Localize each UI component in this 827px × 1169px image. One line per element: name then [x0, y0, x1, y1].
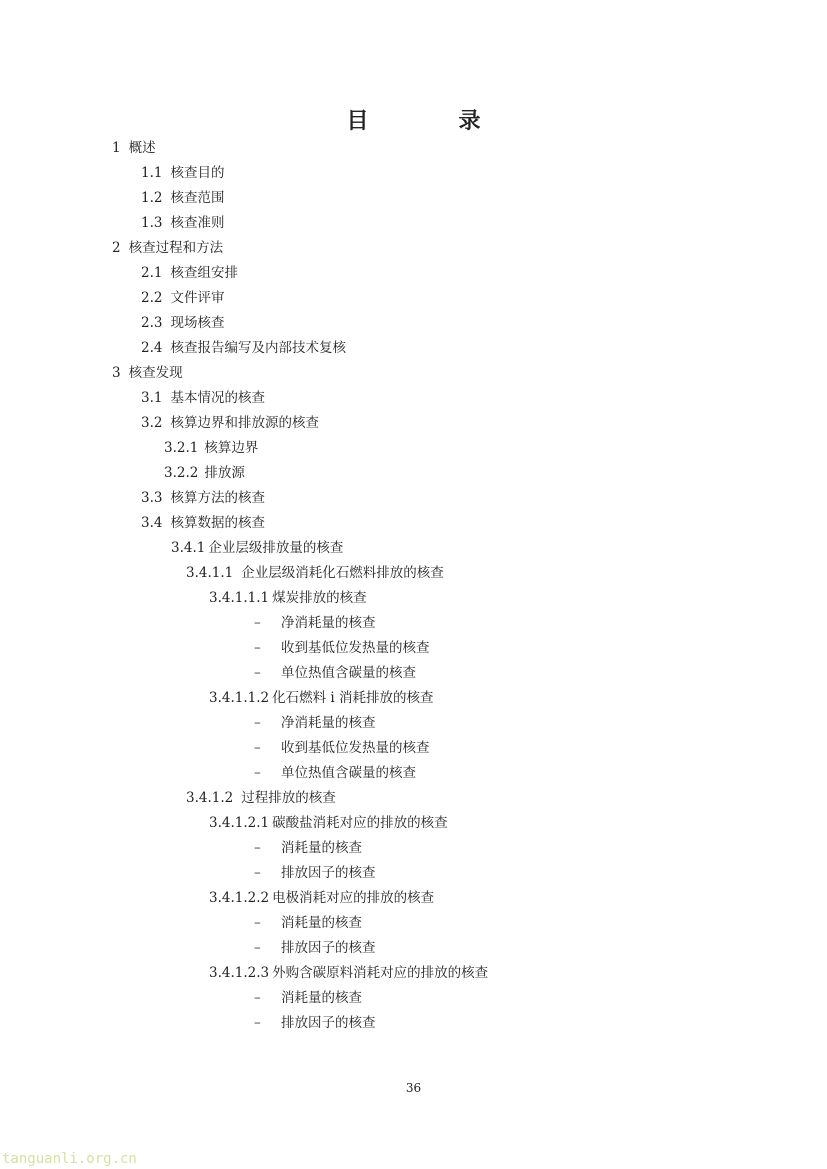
toc-entry-title: 消耗量的核查	[281, 915, 362, 931]
toc-entry-title: 核查准则	[170, 215, 225, 231]
toc-entry-number: 1.2	[141, 190, 163, 206]
toc-entry	[141, 386, 265, 411]
toc-entry	[254, 661, 416, 686]
toc-entry-number: 2.3	[141, 315, 163, 331]
toc-entry	[141, 336, 346, 361]
toc-entry	[141, 411, 319, 436]
toc-entry	[254, 911, 362, 936]
toc-entry-number: 2.4	[141, 340, 163, 356]
toc-entry-title: 净消耗量的核查	[281, 715, 376, 731]
toc-entry-number: 2.1	[141, 265, 163, 281]
toc-entry-title: 核算方法的核查	[170, 490, 265, 506]
toc-entry	[209, 811, 448, 836]
toc-entry-title: 核算边界和排放源的核查	[170, 415, 319, 431]
toc-entry	[254, 1011, 376, 1036]
toc-entry-title: 现场核查	[170, 315, 225, 331]
toc-entry-title: 排放因子的核查	[281, 865, 376, 881]
toc-entry-number: 2	[112, 240, 121, 256]
toc-entry-title: 消耗量的核查	[281, 990, 362, 1006]
toc-entry-title: 煤炭排放的核查	[272, 590, 367, 606]
toc-entry	[112, 361, 183, 386]
toc-entry-number: 3.2.1	[164, 440, 199, 456]
toc-entry-title: 外购含碳原料消耗对应的排放的核查	[272, 965, 489, 981]
toc-entry	[141, 211, 224, 236]
toc-entry-title: 碳酸盐消耗对应的排放的核查	[272, 815, 448, 831]
toc-entry	[254, 836, 362, 861]
toc-entry-number: 3.4.1.2	[186, 790, 234, 806]
toc-entry	[141, 311, 224, 336]
toc-entry-title: 文件评审	[170, 290, 225, 306]
toc-entry-title: 排放因子的核查	[281, 1015, 376, 1031]
toc-entry-title: 核算边界	[204, 440, 259, 456]
toc-entry	[141, 511, 265, 536]
toc-bullet-dash: –	[254, 765, 261, 781]
toc-entry-title: 核查发现	[128, 365, 183, 381]
toc-entry-title: 核查目的	[170, 165, 225, 181]
toc-entry	[209, 886, 434, 911]
toc-bullet-dash: –	[254, 615, 261, 631]
toc-entry-title: 收到基低位发热量的核查	[281, 740, 430, 756]
toc-entry	[209, 686, 434, 711]
toc-entry	[186, 561, 444, 586]
toc-entry-number: 3.2	[141, 415, 163, 431]
toc-bullet-dash: –	[254, 715, 261, 731]
toc-entry-number: 3.4.1.1.1	[209, 590, 270, 606]
toc-entry	[141, 261, 238, 286]
toc-entry	[209, 961, 488, 986]
toc-entry-title: 概述	[128, 140, 156, 156]
toc-entry-number: 1	[112, 140, 121, 156]
toc-entry-number: 3.4.1.2.2	[209, 890, 270, 906]
toc-entry-title: 电极消耗对应的排放的核查	[272, 890, 435, 906]
toc-entry	[254, 986, 362, 1011]
toc-entry-number: 3.4	[141, 515, 163, 531]
toc-entry	[164, 461, 245, 486]
toc-entry-title: 核查范围	[170, 190, 225, 206]
toc-entry	[254, 611, 376, 636]
toc-entry-title: 排放因子的核查	[281, 940, 376, 956]
toc-entry-number: 3	[112, 365, 121, 381]
toc-entry	[254, 736, 430, 761]
toc-entry-number: 3.4.1.1.2	[209, 690, 270, 706]
watermark-text: tanguanli.org.cn	[2, 1151, 137, 1167]
toc-entry-number: 3.1	[141, 390, 163, 406]
toc-entry-title: 核算数据的核查	[170, 515, 265, 531]
toc-entry-number: 3.4.1.2.1	[209, 815, 270, 831]
toc-entry-number: 3.3	[141, 490, 163, 506]
toc-entry	[112, 136, 156, 161]
toc-bullet-dash: –	[254, 1015, 261, 1031]
toc-entry-title: 核查报告编写及内部技术复核	[170, 340, 346, 356]
toc-entry	[171, 536, 343, 561]
toc-entry-number: 3.2.2	[164, 465, 199, 481]
toc-entry-number: 3.4.1	[171, 540, 206, 556]
toc-entry-title: 企业层级消耗化石燃料排放的核查	[241, 565, 444, 581]
page-number: 36	[405, 1081, 422, 1095]
toc-entry	[209, 586, 367, 611]
toc-entry-number: 1.1	[141, 165, 163, 181]
toc-entry-number: 1.3	[141, 215, 163, 231]
toc-bullet-dash: –	[254, 740, 261, 756]
toc-entry-number: 3.4.1.2.3	[209, 965, 270, 981]
toc-entry-number: 2.2	[141, 290, 163, 306]
toc-entry	[254, 636, 430, 661]
toc-entry-title: 核查组安排	[170, 265, 238, 281]
toc-entry-title: 单位热值含碳量的核查	[281, 665, 416, 681]
toc-entry-title: 净消耗量的核查	[281, 615, 376, 631]
toc-entry	[112, 236, 223, 261]
toc-entry-title: 过程排放的核查	[241, 790, 336, 806]
toc-entry	[141, 161, 224, 186]
page-title: 目 录	[346, 109, 515, 134]
toc-bullet-dash: –	[254, 865, 261, 881]
toc-entry	[141, 186, 224, 211]
toc-entry-number: 3.4.1.1	[186, 565, 234, 581]
toc-bullet-dash: –	[254, 640, 261, 656]
toc-bullet-dash: –	[254, 840, 261, 856]
toc-entry	[254, 936, 376, 961]
toc-entry	[254, 761, 416, 786]
toc-entry-title: 单位热值含碳量的核查	[281, 765, 416, 781]
toc-entry	[254, 711, 376, 736]
toc-bullet-dash: –	[254, 915, 261, 931]
toc-entry	[141, 286, 224, 311]
toc-entry-title: 基本情况的核查	[170, 390, 265, 406]
toc-entry-title: 消耗量的核查	[281, 840, 362, 856]
toc-entry-title: 化石燃料 i 消耗排放的核查	[272, 690, 434, 706]
toc-entry-title: 核查过程和方法	[128, 240, 224, 256]
toc-entry	[164, 436, 258, 461]
toc-entry-title: 企业层级排放量的核查	[208, 540, 344, 556]
toc-bullet-dash: –	[254, 940, 261, 956]
toc-entry-title: 排放源	[204, 465, 245, 481]
toc-bullet-dash: –	[254, 665, 261, 681]
toc-entry	[254, 861, 376, 886]
toc-entry	[141, 486, 265, 511]
toc-entry-title: 收到基低位发热量的核查	[281, 640, 430, 656]
toc-bullet-dash: –	[254, 990, 261, 1006]
toc-entry	[186, 786, 336, 811]
